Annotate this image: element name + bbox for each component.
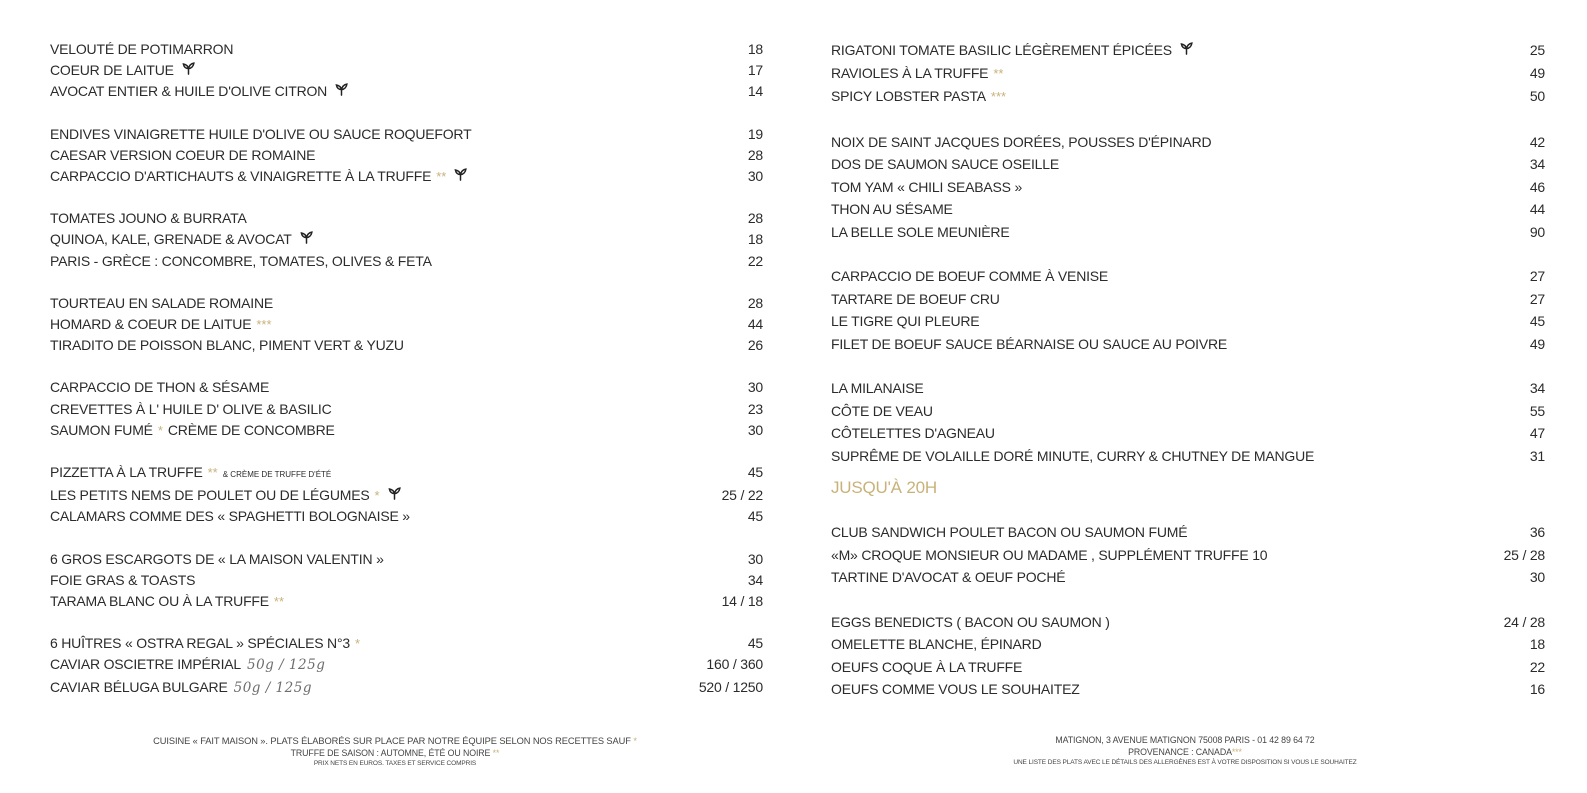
menu-item-price: 28 <box>747 146 763 163</box>
menu-item-name <box>831 39 1193 62</box>
dish-name: FOIE GRAS & TOASTS <box>50 571 196 588</box>
menu-item-price: 49 <box>1529 64 1545 81</box>
menu-item-price: 30 <box>1529 569 1545 585</box>
dish-name: LES PETITS NEMS DE POULET OU DE LÉGUMES <box>50 487 370 504</box>
menu-item <box>50 145 763 166</box>
menu-item-name <box>831 422 995 445</box>
menu-item <box>831 656 1545 679</box>
menu-item-name <box>50 462 331 485</box>
menu-item-name <box>831 288 1000 311</box>
menu-item-name <box>831 377 924 400</box>
menu-item <box>50 462 763 485</box>
menu-item-price: 49 <box>1529 335 1545 352</box>
menu-item-price: 18 <box>747 41 763 57</box>
menu-item-name <box>831 153 1059 176</box>
dish-name: CARPACCIO DE BOEUF COMME À VENISE <box>831 268 1109 284</box>
dish-name: RAVIOLES À LA TRUFFE <box>831 64 989 81</box>
menu-item-name <box>50 145 315 166</box>
dish-name: SUPRÊME DE VOLAILLE DORÉ MINUTE, CURRY & CHUTNEY DE MANGUE <box>831 447 1315 464</box>
dish-name: COEUR DE LAITUE <box>50 62 174 79</box>
asterisk-mark: ** <box>207 465 218 481</box>
dish-name: DOS DE SAUMON SAUCE OSEILLE <box>831 156 1059 172</box>
sprout-icon <box>335 83 348 96</box>
sprout-icon <box>182 62 195 75</box>
menu-item <box>50 335 763 356</box>
menu-section <box>50 549 763 613</box>
menu-item-price: 90 <box>1529 223 1545 240</box>
menu-item-price: 31 <box>1529 447 1545 464</box>
menu-item-price: 46 <box>1529 178 1545 195</box>
dish-name: CREVETTES À L' HUILE D' OLIVE & BASILIC <box>50 400 332 417</box>
menu-item-price: 44 <box>1529 201 1545 217</box>
dish-name: TIRADITO DE POISSON BLANC, PIMENT VERT & YUZU <box>50 337 404 354</box>
menu-item <box>831 310 1545 333</box>
menu-section <box>831 477 1545 589</box>
menu-item-price: 47 <box>1529 425 1545 441</box>
menu-item <box>50 314 763 335</box>
menu-item <box>50 81 763 102</box>
menu-item <box>50 124 763 145</box>
menu-item-price: 44 <box>747 316 763 333</box>
asterisk-mark: ** <box>273 594 285 610</box>
menu-item <box>831 62 1545 86</box>
asterisk-mark: * <box>374 488 380 504</box>
menu-item-price: 25 / 22 <box>721 487 763 504</box>
menu-item-price: 30 <box>747 550 763 567</box>
dish-name: HOMARD & COEUR DE LAITUE <box>50 316 252 333</box>
menu-item-name <box>50 677 312 699</box>
footer-line: TRUFFE DE SAISON : AUTOMNE, ÉTÉ OU NOIRE ** <box>290 748 500 758</box>
menu-section <box>50 633 763 699</box>
menu-item-price: 14 <box>747 83 763 100</box>
menu-section <box>831 265 1545 355</box>
dish-name: 6 GROS ESCARGOTS DE « LA MAISON VALENTIN » <box>50 550 384 567</box>
menu-column-right <box>831 39 1545 723</box>
dish-name: CALAMARS COMME DES « SPAGHETTI BOLOGNAISE » <box>50 508 410 525</box>
menu-item-price: 19 <box>747 125 763 142</box>
menu-item-price: 42 <box>1529 133 1545 150</box>
menu-item <box>831 131 1545 154</box>
menu-section <box>831 131 1545 244</box>
menu-section <box>50 39 763 103</box>
menu-item-name <box>831 400 933 423</box>
dish-name: CLUB SANDWICH POULET BACON OU SAUMON FUMÉ <box>831 524 1188 540</box>
menu-item-name <box>50 81 348 102</box>
footer-line: UNE LISTE DES PLATS AVEC LE DÉTAILS DES ALLERGÈNES EST À VOTRE DISPOSITION SI VOUS LE SOUHAITEZ <box>1013 759 1357 766</box>
menu-column-left <box>50 39 763 720</box>
menu-item <box>831 377 1545 400</box>
menu-item-name <box>50 506 410 527</box>
menu-item <box>50 208 763 229</box>
menu-item-name <box>831 176 1022 199</box>
menu-item-name <box>50 60 195 81</box>
menu-item-name <box>831 85 1006 109</box>
dish-name: OEUFS COMME VOUS LE SOUHAITEZ <box>831 681 1080 697</box>
menu-item-price: 30 <box>747 421 763 438</box>
menu-item <box>50 251 763 272</box>
menu-item-name <box>50 124 471 145</box>
portion-size: 50g / 125g <box>246 657 326 674</box>
menu-section <box>831 39 1545 109</box>
menu-item-price: 45 <box>747 508 763 525</box>
portion-size: 50g / 125g <box>233 679 312 696</box>
dish-name: TARTARE DE BOEUF CRU <box>831 290 1000 307</box>
menu-item-price: 30 <box>747 168 763 185</box>
menu-item <box>831 288 1545 311</box>
menu-item-name <box>50 549 384 570</box>
menu-item-price: 36 <box>1529 524 1545 540</box>
menu-section <box>831 377 1545 467</box>
menu-item <box>50 420 763 441</box>
menu-item-name <box>50 420 335 441</box>
menu-item-price: 17 <box>747 62 763 79</box>
menu-item-price: 24 / 28 <box>1503 613 1545 630</box>
menu-item <box>831 265 1545 288</box>
asterisk-mark: ** <box>436 169 447 185</box>
dish-name: CARPACCIO D'ARTICHAUTS & VINAIGRETTE À LA TRUFFE <box>50 168 432 185</box>
menu-item <box>831 445 1545 468</box>
menu-item-name <box>50 166 467 187</box>
menu-item-name <box>50 208 247 229</box>
dish-name: PIZZETTA À LA TRUFFE <box>50 464 203 481</box>
menu-item <box>50 591 763 612</box>
menu-item-name <box>50 293 273 314</box>
menu-item <box>50 633 763 654</box>
menu-item-name <box>50 314 272 335</box>
menu-item-price: 14 / 18 <box>721 593 763 610</box>
menu-item <box>831 611 1545 634</box>
menu-item-price: 50 <box>1529 88 1545 104</box>
dish-name: LA MILANAISE <box>831 380 924 396</box>
menu-item-name <box>50 654 325 676</box>
menu-item-price: 28 <box>747 294 763 311</box>
dish-name: OEUFS COQUE À LA TRUFFE <box>831 658 1023 675</box>
sprout-icon <box>1180 42 1193 55</box>
footer-line: PROVENANCE : CANADA*** <box>1128 747 1242 757</box>
menu-item-name <box>831 333 1227 356</box>
menu-item <box>831 678 1545 701</box>
menu-item-price: 45 <box>747 464 763 481</box>
menu-item <box>50 485 763 506</box>
footer-left <box>0 735 790 768</box>
asterisk-mark: * <box>157 422 163 438</box>
dish-name: CARPACCIO DE THON & SÉSAME <box>50 379 270 396</box>
footer-right <box>790 734 1580 767</box>
menu-item-price: 25 <box>1529 42 1545 58</box>
menu-item <box>50 677 763 699</box>
menu-item-price: 30 <box>747 379 763 396</box>
menu-item-price: 55 <box>1529 402 1545 419</box>
menu-page-right <box>790 0 1580 793</box>
menu-item-price: 25 / 28 <box>1503 546 1545 563</box>
menu-item <box>831 400 1545 423</box>
menu-item-name <box>831 131 1211 154</box>
menu-item-name <box>831 445 1314 468</box>
dish-name: TARAMA BLANC OU À LA TRUFFE <box>50 593 269 610</box>
menu-item <box>50 229 763 250</box>
menu-item-name <box>831 633 1042 656</box>
dish-name: VELOUTÉ DE POTIMARRON <box>50 41 234 57</box>
menu-item <box>831 633 1545 656</box>
dish-name: PARIS - GRÈCE : CONCOMBRE, TOMATES, OLIVES & FETA <box>50 252 432 269</box>
asterisk-mark: *** <box>990 89 1007 104</box>
menu-item <box>831 333 1545 356</box>
dish-name: FILET DE BOEUF SAUCE BÉARNAISE OU SAUCE AU POIVRE <box>831 335 1228 352</box>
menu-item <box>831 153 1545 176</box>
menu-item-name <box>831 566 1065 589</box>
menu-section <box>50 293 763 357</box>
menu-item <box>50 39 763 60</box>
menu-item-price: 22 <box>747 252 763 269</box>
menu-item-price: 18 <box>1529 636 1545 652</box>
menu-item <box>831 39 1545 62</box>
menu-section <box>50 377 763 441</box>
menu-item-name <box>831 611 1110 634</box>
menu-item-price: 160 / 360 <box>706 656 763 673</box>
dish-name: SPICY LOBSTER PASTA <box>831 88 986 104</box>
menu-item-name <box>831 221 1009 244</box>
menu-item-name <box>831 265 1108 288</box>
dish-name: AVOCAT ENTIER & HUILE D'OLIVE CITRON <box>50 83 328 100</box>
dish-name: NOIX DE SAINT JACQUES DORÉES, POUSSES D'ÉPINARD <box>831 133 1212 150</box>
menu-item-price: 45 <box>1529 313 1545 329</box>
menu-item <box>831 566 1545 589</box>
menu-item-name <box>831 62 1003 86</box>
dish-name: CÔTE DE VEAU <box>831 402 933 419</box>
dish-name: TOMATES JOUNO & BURRATA <box>50 210 247 227</box>
dish-name: LA BELLE SOLE MEUNIÈRE <box>831 223 1010 240</box>
menu-item-price: 27 <box>1529 290 1545 307</box>
menu-item <box>831 176 1545 199</box>
menu-item-price: 18 <box>747 231 763 248</box>
footer-line: PRIX NETS EN EUROS. TAXES ET SERVICE COMPRIS <box>313 760 477 767</box>
section-title: JUSQU'À 20H <box>831 478 937 497</box>
dish-name: QUINOA, KALE, GRENADE & AVOCAT <box>50 231 292 248</box>
menu-item-name <box>50 485 401 506</box>
menu-item-price: 34 <box>1529 156 1545 172</box>
dish-name: CÔTELETTES D'AGNEAU <box>831 425 995 441</box>
menu-item <box>831 198 1545 221</box>
menu-item-price: 16 <box>1529 681 1545 697</box>
sprout-icon <box>388 487 401 500</box>
menu-item-name <box>50 335 404 356</box>
menu-item-name <box>831 521 1187 544</box>
menu-item <box>50 549 763 570</box>
menu-item-name <box>50 399 332 420</box>
dish-name: CAESAR VERSION COEUR DE ROMAINE <box>50 146 316 163</box>
menu-item-price: 22 <box>1529 658 1545 675</box>
menu-item <box>831 521 1545 544</box>
menu-item-price: 520 / 1250 <box>698 678 763 695</box>
menu-item-name <box>50 39 233 60</box>
menu-item-name <box>50 229 313 250</box>
dish-name: CAVIAR OSCIETRE IMPÉRIAL <box>50 656 241 673</box>
menu-item-price: 45 <box>747 635 763 652</box>
menu-item <box>50 654 763 676</box>
menu-item-name <box>831 198 953 221</box>
menu-item <box>50 570 763 591</box>
menu-item-name <box>831 678 1080 701</box>
asterisk-mark: * <box>354 636 361 652</box>
menu-item-price: 28 <box>747 210 763 227</box>
dish-name-suffix: CRÈME DE CONCOMBRE <box>167 421 335 438</box>
dish-name: CAVIAR BÉLUGA BULGARE <box>50 678 228 695</box>
menu-item <box>50 506 763 527</box>
dish-name: 6 HUÎTRES « OSTRA REGAL » SPÉCIALES N°3 <box>50 635 350 652</box>
asterisk-mark: *** <box>256 317 272 333</box>
menu-item-name <box>50 251 432 272</box>
menu-page-left <box>0 0 790 793</box>
menu-item-name <box>50 377 269 398</box>
menu-item-price: 23 <box>747 400 763 417</box>
dish-name: «M» CROQUE MONSIEUR OU MADAME , SUPPLÉMENT TRUFFE 10 <box>831 546 1268 563</box>
footer-line: MATIGNON, 3 AVENUE MATIGNON 75008 PARIS - 01 42 89 64 72 <box>1055 735 1315 745</box>
sprout-icon <box>300 231 313 244</box>
menu-item-price: 26 <box>747 337 763 354</box>
dish-name: RIGATONI TOMATE BASILIC LÉGÈREMENT ÉPICÉES <box>831 42 1172 58</box>
dish-name: SAUMON FUMÉ <box>50 421 153 438</box>
dish-name: THON AU SÉSAME <box>831 201 953 217</box>
dish-name: EGGS BENEDICTS ( BACON OU SAUMON ) <box>831 613 1110 630</box>
footer-line: CUISINE « FAIT MAISON ». PLATS ÉLABORÉS SUR PLACE PAR NOTRE ÉQUIPE SELON NOS RECETTES SAUF * <box>153 736 637 746</box>
dish-note: & CRÈME DE TRUFFE D'ÉTÉ <box>222 470 332 480</box>
sprout-icon <box>454 168 467 181</box>
dish-name: TOURTEAU EN SALADE ROMAINE <box>50 294 273 311</box>
menu-item <box>831 221 1545 244</box>
menu-section <box>50 462 763 528</box>
menu-item-name <box>50 570 195 591</box>
dish-name: TOM YAM « CHILI SEABASS » <box>831 178 1023 195</box>
menu-item <box>50 377 763 398</box>
menu-item <box>831 422 1545 445</box>
menu-item-price: 34 <box>747 571 763 588</box>
menu-item-name <box>831 544 1267 567</box>
menu-item <box>50 166 763 187</box>
menu-item-price: 27 <box>1529 268 1545 284</box>
menu-section <box>831 611 1545 701</box>
menu-item <box>50 60 763 81</box>
menu-item <box>831 85 1545 109</box>
dish-name: TARTINE D'AVOCAT & OEUF POCHÉ <box>831 569 1066 585</box>
dish-name: OMELETTE BLANCHE, ÉPINARD <box>831 636 1042 652</box>
menu-item-name <box>50 633 360 654</box>
dish-name: LE TIGRE QUI PLEURE <box>831 313 980 329</box>
menu-item-name <box>50 591 284 612</box>
dish-name: ENDIVES VINAIGRETTE HUILE D'OLIVE OU SAUCE ROQUEFORT <box>50 125 472 142</box>
menu-section <box>50 124 763 188</box>
menu-item <box>831 544 1545 567</box>
menu-item <box>50 293 763 314</box>
menu-item-price: 34 <box>1529 380 1545 396</box>
menu-item-name <box>831 310 979 333</box>
menu-item-name <box>831 656 1022 679</box>
asterisk-mark: ** <box>993 65 1004 81</box>
menu-section <box>50 208 763 272</box>
menu-item <box>50 399 763 420</box>
